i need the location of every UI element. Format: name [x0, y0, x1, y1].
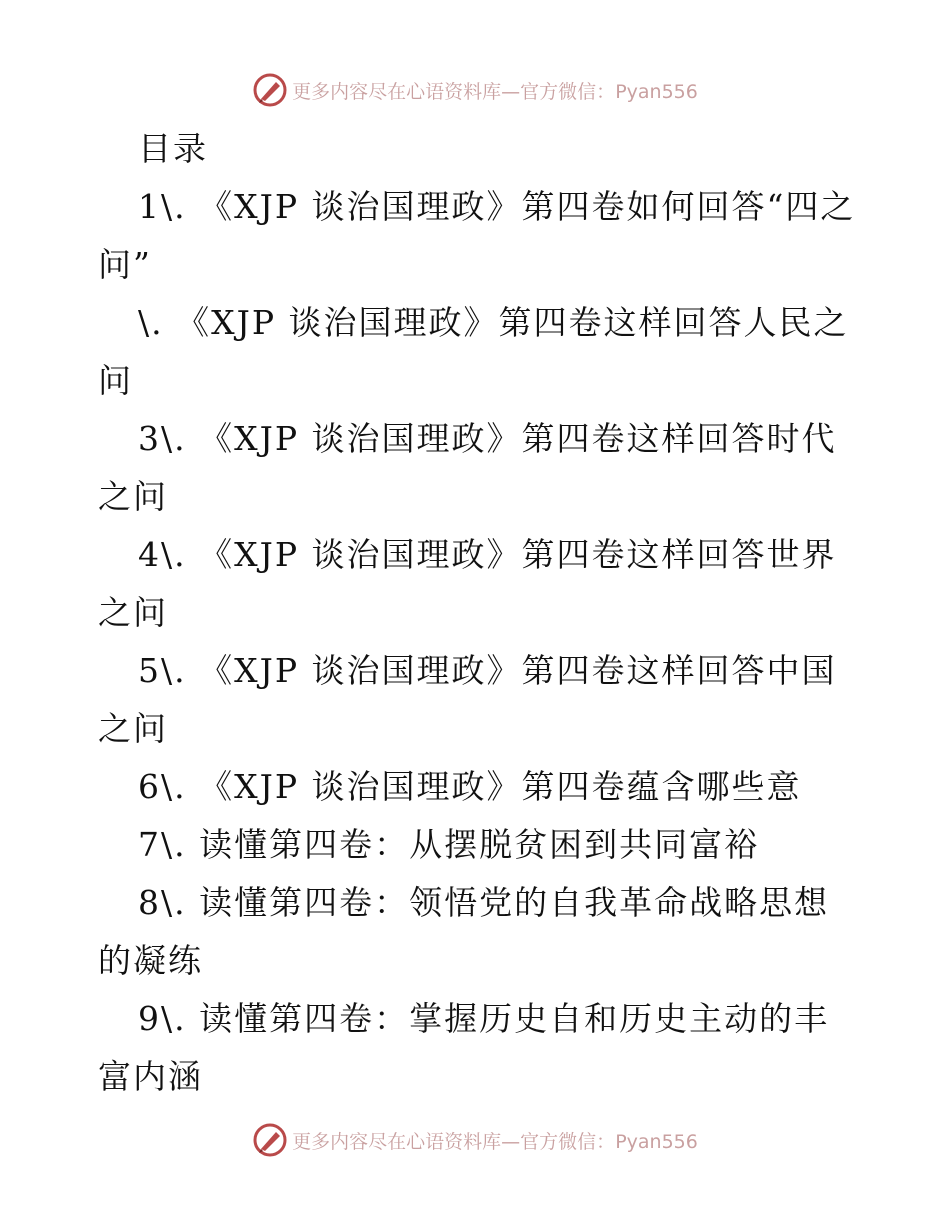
watermark-text: [292, 77, 698, 104]
watermark-wechat-label: 官方微信：: [520, 1130, 616, 1153]
watermark-wechat-id: Pyan556: [615, 1130, 698, 1153]
toc-item: 1\. 《XJP 谈治国理政》第四卷如何回答“四之问”: [98, 187, 856, 284]
toc-item: 8\. 读懂第四卷：领悟党的自我革命战略思想的凝练: [98, 883, 830, 980]
watermark-site: 更多内容尽在心语资料库: [292, 1130, 502, 1153]
toc-item: 5\. 《XJP 谈治国理政》第四卷这样回答中国之问: [98, 651, 837, 748]
toc-item: 4\. 《XJP 谈治国理政》第四卷这样回答世界之问: [98, 535, 837, 632]
watermark-wechat-label: 官方微信：: [520, 80, 616, 103]
table-of-contents: [98, 120, 858, 1106]
toc-item: 9\. 读懂第四卷：掌握历史自和历史主动的丰富内涵: [98, 999, 830, 1096]
toc-heading: 目录: [138, 129, 208, 168]
watermark-dash: —: [501, 80, 521, 103]
toc-item: 6\. 《XJP 谈治国理政》第四卷蕴含哪些意: [138, 767, 802, 806]
footer-watermark: [0, 1120, 950, 1160]
watermark-dash: —: [501, 1130, 521, 1153]
watermark-site: 更多内容尽在心语资料库: [292, 80, 502, 103]
header-watermark: [0, 70, 950, 110]
watermark-text: [292, 1127, 698, 1154]
pen-logo-icon: [252, 1122, 288, 1158]
toc-item: 3\. 《XJP 谈治国理政》第四卷这样回答时代之问: [98, 419, 837, 516]
toc-item: \. 《XJP 谈治国理政》第四卷这样回答人民之问: [98, 303, 849, 400]
watermark-wechat-id: Pyan556: [615, 80, 698, 103]
toc-item: 7\. 读懂第四卷：从摆脱贫困到共同富裕: [138, 825, 760, 864]
pen-logo-icon: [252, 72, 288, 108]
